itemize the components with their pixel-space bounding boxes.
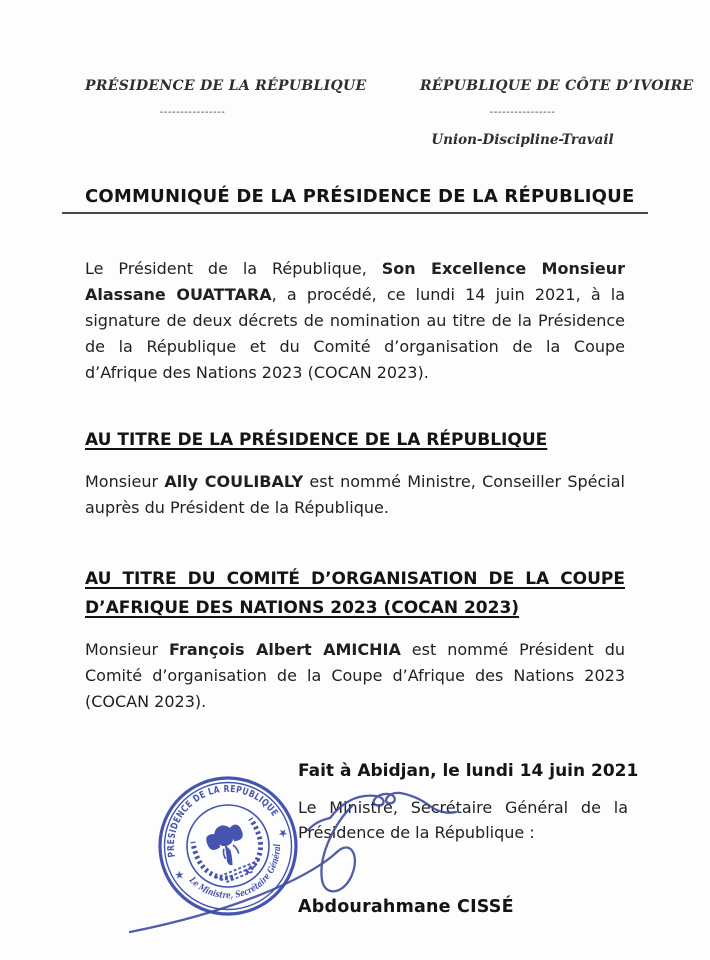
intro-text-1: Le Président de la République, xyxy=(85,259,382,278)
coulibaly-text-2: est nommé Ministre, Conseiller Spécial auprès du Président de la République. xyxy=(85,472,626,517)
stamp-top-arc-text: PRESIDENCE DE LA REPUBLIQUE xyxy=(165,783,282,859)
amichia-name: François Albert AMICHIA xyxy=(169,640,401,659)
signatory-title: Le Ministre, Secrétaire Général de la Présidence de la République : xyxy=(298,798,628,842)
stamp-bottom-arc-text: Le Ministre, Secrétaire Général xyxy=(186,842,284,902)
letterhead-right-rule: ---------------- xyxy=(489,107,556,118)
section-heading-cocan: AU TITRE DU COMITÉ D’ORGANISATION DE LA COUPE D’AFRIQUE DES NATIONS 2023 (COCAN 2023) xyxy=(85,569,625,618)
official-stamp xyxy=(153,771,303,921)
letterhead-left-title: PRÉSIDENCE DE LA RÉPUBLIQUE xyxy=(85,78,367,94)
amichia-text-1: Monsieur xyxy=(85,640,170,659)
paragraph-coulibaly xyxy=(85,469,625,521)
intro-president-name: Son Excellence Monsieur Alassane OUATTARA xyxy=(85,259,626,304)
letterhead-right xyxy=(420,78,694,148)
coulibaly-text-1: Monsieur xyxy=(85,472,165,491)
national-motto: Union-Discipline-Travail xyxy=(431,132,614,148)
dateline: Fait à Abidjan, le lundi 14 juin 2021 xyxy=(298,761,639,781)
title-rule xyxy=(62,212,648,214)
section-heading-presidence: AU TITRE DE LA PRÉSIDENCE DE LA RÉPUBLIQUE xyxy=(85,430,548,450)
stamp-star-right-icon: ★ xyxy=(275,824,292,842)
paragraph-amichia xyxy=(85,637,625,715)
stamp-star-left-icon: ★ xyxy=(174,868,185,882)
letterhead-right-title: RÉPUBLIQUE DE CÔTE D’IVOIRE xyxy=(420,78,694,94)
signatory-name: Abdourahmane CISSÉ xyxy=(298,897,514,917)
amichia-text-2: est nommé Président du Comité d’organisation de la Coupe d’Afrique des Nations 2023 (COCAN 2023). xyxy=(85,640,626,711)
intro-text-2: , a procédé, ce lundi 14 juin 2021, à la signature de deux décrets de nomination au titre de la Présidence de la République et du Comité d’organisation de la Coupe d’Afrique des Nations 2023 (COCAN 2023). xyxy=(85,285,625,382)
letterhead-left xyxy=(85,78,367,118)
document-title: COMMUNIQUÉ DE LA PRÉSIDENCE DE LA RÉPUBLIQUE xyxy=(85,186,635,207)
coulibaly-name: Ally COULIBALY xyxy=(164,472,304,491)
letterhead xyxy=(85,78,694,148)
letterhead-left-rule: ---------------- xyxy=(159,107,226,118)
paragraph-intro xyxy=(85,256,625,386)
